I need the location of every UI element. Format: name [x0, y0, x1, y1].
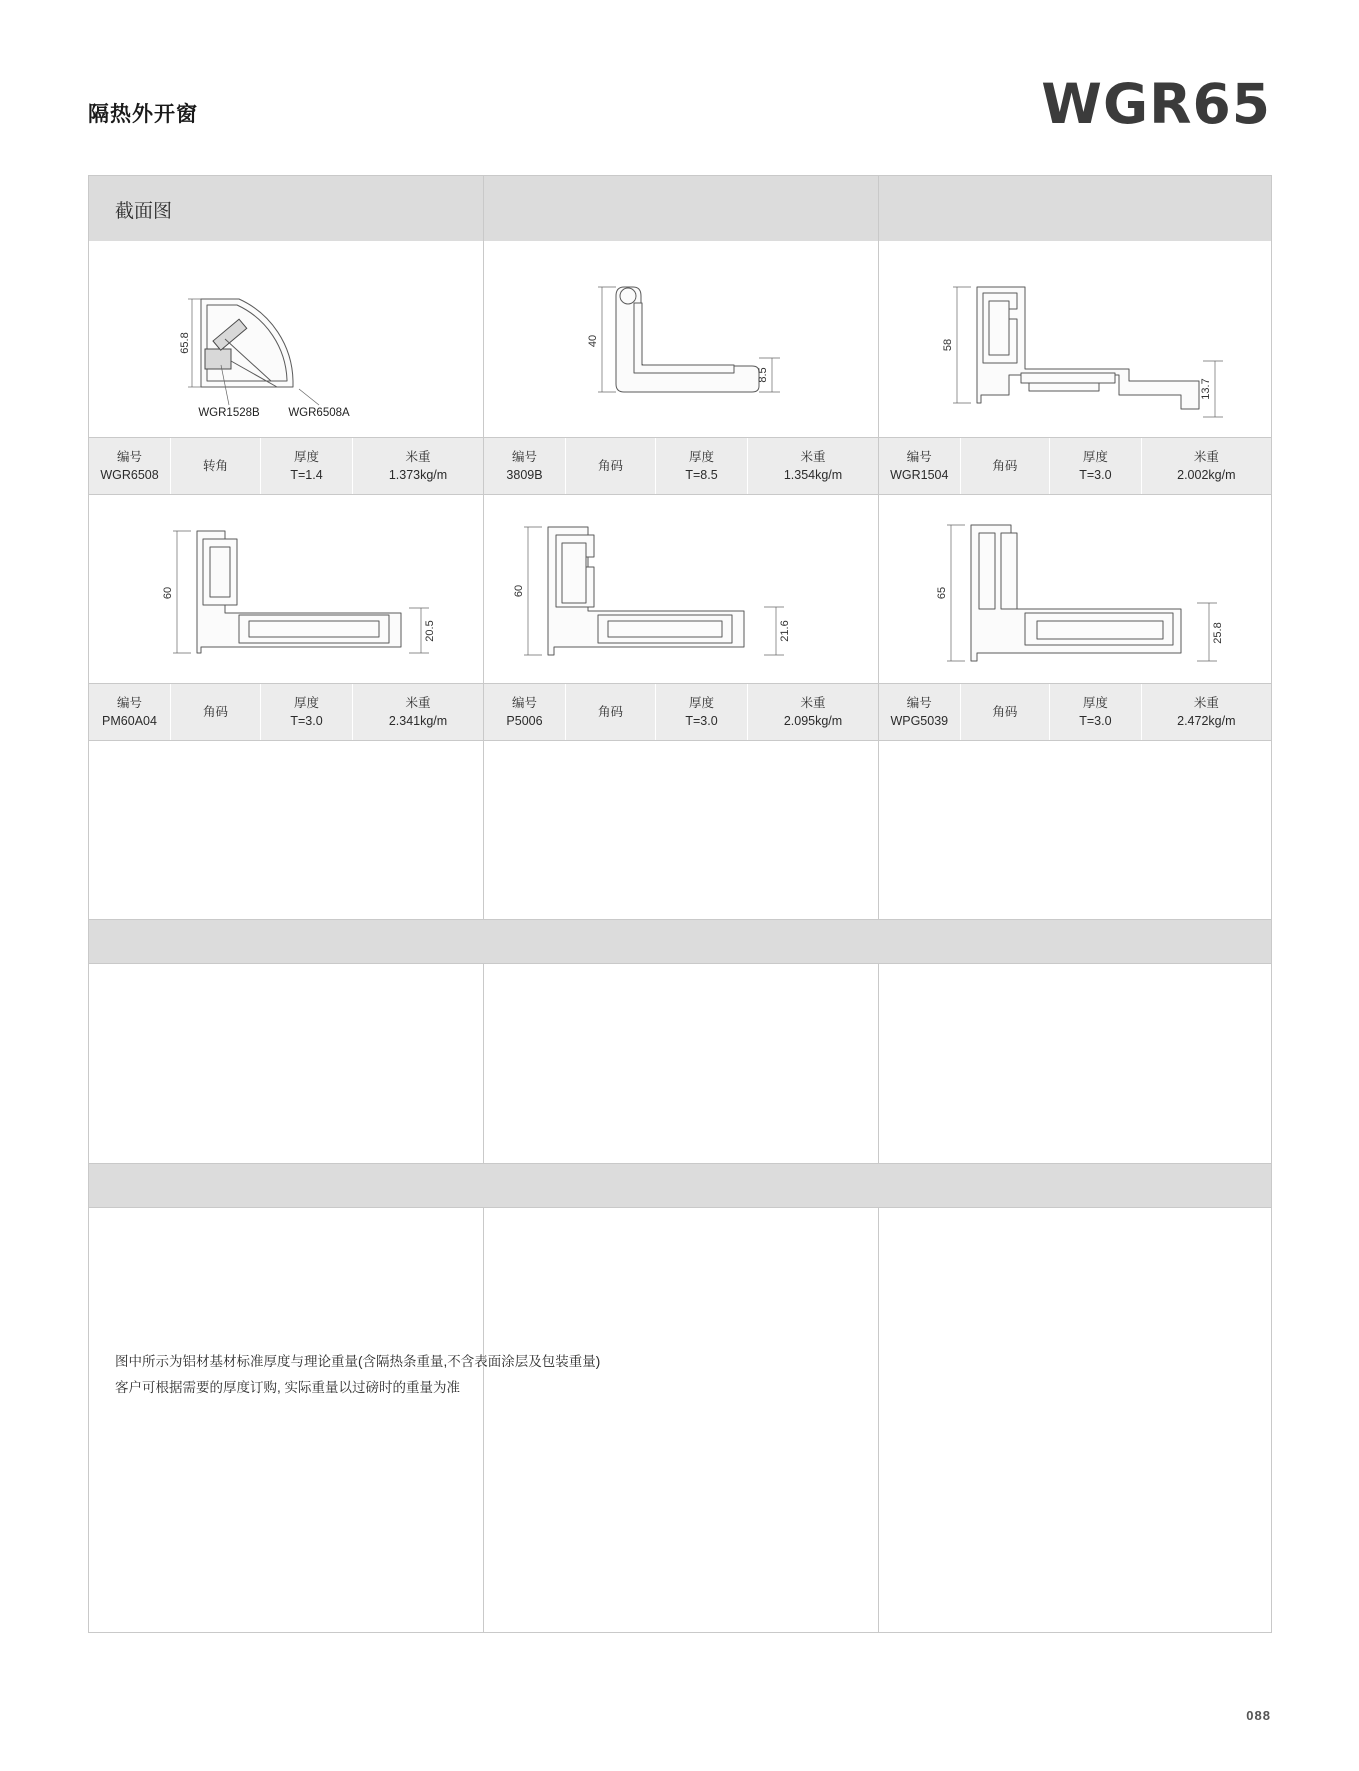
series-code: WGR65 [1041, 72, 1271, 136]
spec-value-weight: 1.373kg/m [388, 468, 448, 482]
dimension-label: 60 [513, 584, 525, 598]
spec-row-wgr1504 [879, 438, 1271, 494]
spec-row-p5006 [484, 684, 878, 740]
spec-value-type: 转角 [202, 458, 228, 473]
spec-cell-code [879, 684, 961, 740]
spec-value-thickness: T=1.4 [290, 468, 323, 482]
spec-label-code: 编号 [116, 449, 142, 464]
spec-value-thickness: T=3.0 [1079, 714, 1112, 728]
dimension-label: 8.5 [757, 367, 769, 383]
profile-drawing-wgr1504 [879, 241, 1271, 437]
footer-note-line-2: 客户可根据需要的厚度订购, 实际重量以过磅时的重量为准 [115, 1380, 461, 1395]
spec-label-code: 编号 [511, 449, 537, 464]
row-divider-7 [89, 1163, 1271, 1164]
row-divider-8 [89, 1207, 1271, 1208]
section-title: 截面图 [115, 201, 173, 222]
spec-cell-thickness [1050, 684, 1142, 740]
spec-cell-type [566, 684, 656, 740]
dimension-label: 13.7 [1200, 378, 1212, 400]
row-divider-4 [89, 740, 1271, 741]
spec-row-pm60a04 [89, 684, 483, 740]
spec-value-weight: 2.095kg/m [783, 714, 843, 728]
spec-value-thickness: T=3.0 [1079, 468, 1112, 482]
spec-label-code: 编号 [906, 449, 932, 464]
profile-drawing-wgr6508 [89, 241, 483, 437]
spec-value-weight: 1.354kg/m [783, 468, 843, 482]
spec-value-code: WGR6508 [100, 468, 159, 482]
spec-cell-code [484, 684, 566, 740]
spec-cell-code [879, 438, 961, 494]
spec-cell-weight [1142, 684, 1271, 740]
spec-cell-code [89, 684, 171, 740]
spec-cell-weight [748, 684, 878, 740]
row-divider-5 [89, 919, 1271, 920]
spec-value-type: 角码 [992, 704, 1018, 719]
dimension-label: 60 [162, 586, 174, 600]
spec-value-code: PM60A04 [102, 714, 157, 728]
profile-drawing-pm60a04 [89, 495, 483, 683]
spec-cell-type [171, 684, 261, 740]
spec-label-thickness: 厚度 [293, 695, 319, 710]
spec-label-weight: 米重 [800, 695, 826, 710]
spec-label-thickness: 厚度 [688, 449, 714, 464]
profile-table [88, 175, 1272, 1633]
spec-value-thickness: T=8.5 [685, 468, 718, 482]
spec-cell-weight [353, 438, 483, 494]
dimension-label: 40 [587, 334, 599, 348]
spec-value-thickness: T=3.0 [685, 714, 718, 728]
spec-value-code: WPG5039 [890, 714, 949, 728]
empty-spec-band-2 [89, 1163, 1271, 1207]
spec-label-thickness: 厚度 [688, 695, 714, 710]
spec-value-code: P5006 [506, 714, 543, 728]
spec-value-weight: 2.002kg/m [1177, 468, 1236, 482]
spec-cell-type [566, 438, 656, 494]
page-title: 隔热外开窗 [88, 103, 198, 126]
spec-value-code: 3809B [506, 468, 543, 482]
part-label-1: WGR1528B [198, 407, 260, 419]
dimension-label: 20.5 [424, 620, 436, 642]
profile-drawing-p5006 [484, 495, 878, 683]
dimension-label: 58 [942, 338, 954, 352]
spec-value-thickness: T=3.0 [290, 714, 323, 728]
part-label-2: WGR6508A [288, 407, 350, 419]
dimension-label: 65.8 [179, 332, 191, 354]
spec-cell-thickness [261, 684, 353, 740]
spec-label-weight: 米重 [800, 449, 826, 464]
dimension-label: 65 [936, 586, 948, 600]
spec-value-code: WGR1504 [890, 468, 949, 482]
spec-label-thickness: 厚度 [293, 449, 319, 464]
page-number: 088 [1246, 1708, 1271, 1723]
spec-cell-weight [748, 438, 878, 494]
spec-value-type: 角码 [597, 458, 623, 473]
spec-cell-weight [1142, 438, 1271, 494]
spec-cell-type [171, 438, 261, 494]
spec-cell-thickness [656, 684, 748, 740]
footer-note-line-1: 图中所示为铝材基材标准厚度与理论重量(含隔热条重量,不含表面涂层及包装重量) [115, 1354, 601, 1369]
spec-cell-type [961, 684, 1051, 740]
spec-label-thickness: 厚度 [1082, 695, 1108, 710]
spec-cell-weight [353, 684, 483, 740]
dimension-label: 25.8 [1212, 622, 1224, 644]
spec-label-thickness: 厚度 [1082, 449, 1108, 464]
spec-label-weight: 米重 [405, 695, 431, 710]
spec-cell-code [89, 438, 171, 494]
spec-value-type: 角码 [992, 458, 1018, 473]
empty-spec-band-1 [89, 919, 1271, 963]
spec-label-weight: 米重 [1193, 449, 1219, 464]
spec-row-wgr6508 [89, 438, 483, 494]
spec-label-code: 编号 [511, 695, 537, 710]
spec-value-weight: 2.472kg/m [1177, 714, 1236, 728]
page-header [88, 72, 1271, 144]
spec-value-type: 角码 [202, 704, 228, 719]
profile-drawing-wpg5039 [879, 495, 1271, 683]
spec-label-weight: 米重 [405, 449, 431, 464]
spec-label-weight: 米重 [1193, 695, 1219, 710]
spec-value-weight: 2.341kg/m [388, 714, 448, 728]
section-title-band [89, 176, 1271, 241]
spec-cell-code [484, 438, 566, 494]
spec-cell-type [961, 438, 1051, 494]
row-divider-6 [89, 963, 1271, 964]
spec-cell-thickness [1050, 438, 1142, 494]
profile-drawing-3809b [484, 241, 878, 437]
spec-label-code: 编号 [906, 695, 932, 710]
spec-row-3809b [484, 438, 878, 494]
spec-value-type: 角码 [597, 704, 623, 719]
spec-cell-thickness [261, 438, 353, 494]
spec-cell-thickness [656, 438, 748, 494]
spec-label-code: 编号 [116, 695, 142, 710]
spec-row-wpg5039 [879, 684, 1271, 740]
dimension-label: 21.6 [779, 620, 791, 642]
